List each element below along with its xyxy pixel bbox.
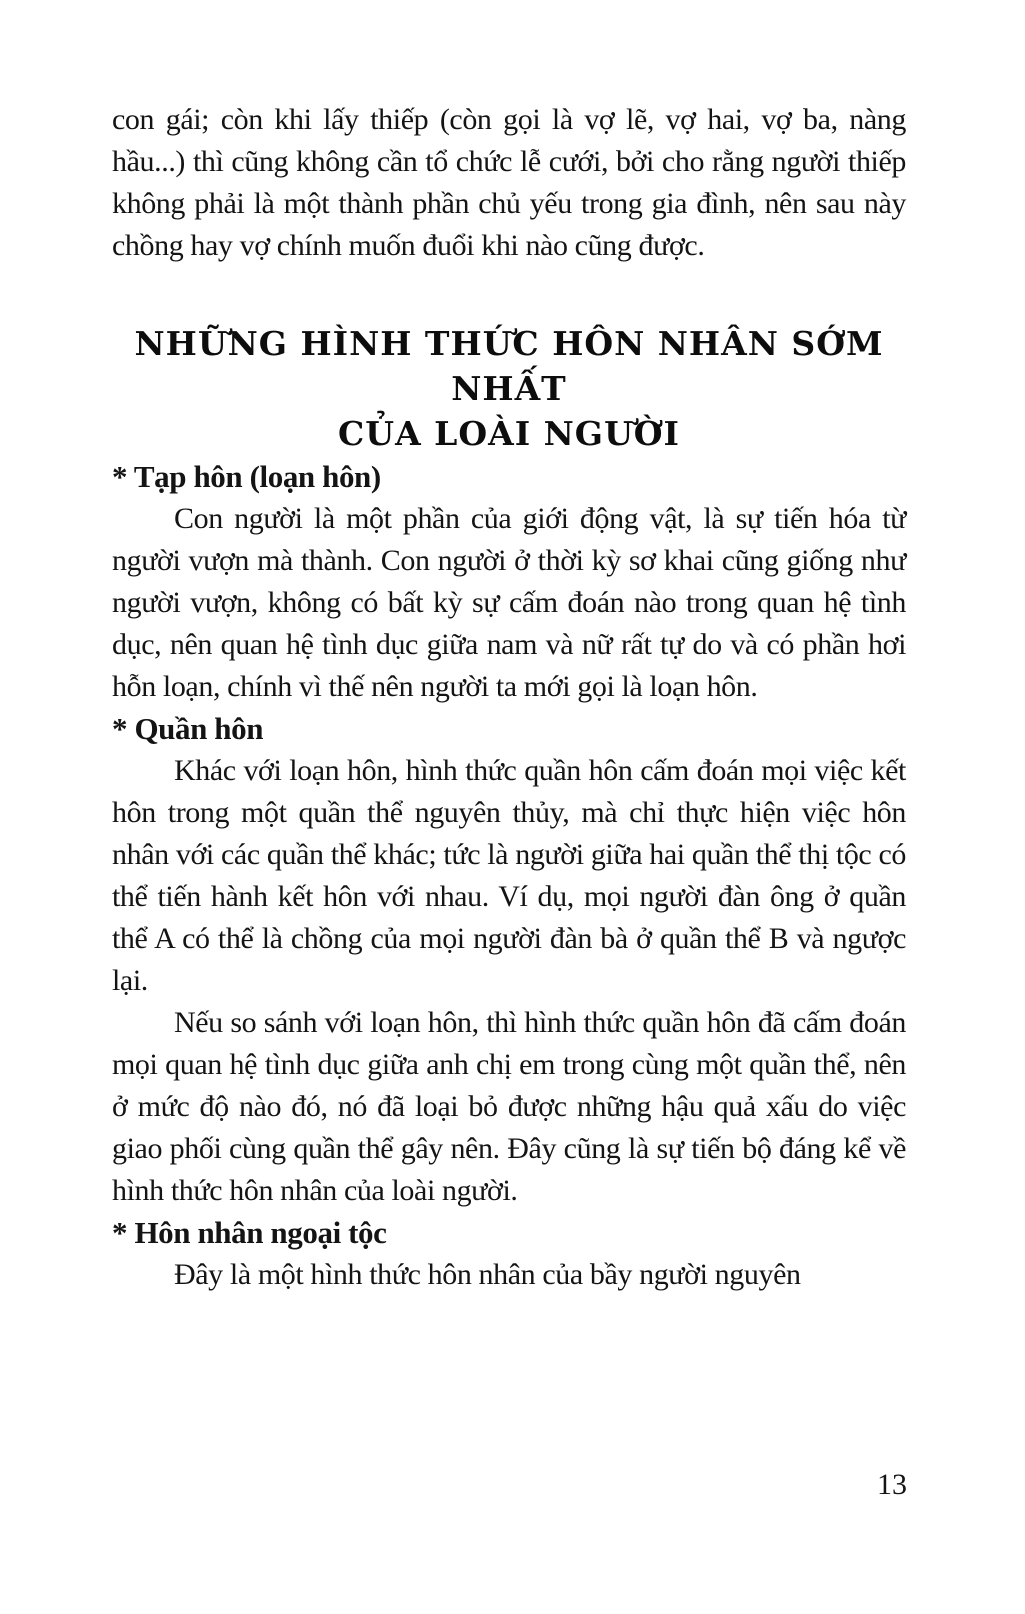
section-paragraph: Con người là một phần của giới động vật, là sự tiến hóa từ người vượn mà thành. Con người ở thời kỳ sơ khai cũng giống như người vượn, không có bất kỳ sự cấm đoán nào trong quan hệ tình dục, nên quan hệ tình dục giữa nam và nữ rất tự do và có phần hơi hỗn loạn, chính vì thế nên người ta mới gọi là loạn hôn.: [112, 502, 906, 703]
section-hon-nhan-ngoai-toc: [112, 1212, 906, 1296]
text-block: [112, 99, 906, 1296]
chapter-heading-line-2: CỦA LOÀI NGƯỜI: [338, 414, 680, 453]
section-tap-hon: [112, 456, 906, 708]
chapter-heading-line-1: NHỮNG HÌNH THỨC HÔN NHÂN SỚM NHẤT: [134, 324, 884, 408]
section-title: * Tạp hôn (loạn hôn): [112, 459, 381, 494]
section-paragraph: Nếu so sánh với loạn hôn, thì hình thức quần hôn đã cấm đoán mọi quan hệ tình dục giữa anh chị em trong cùng một quần thể, nên ở mức độ nào đó, nó đã loại bỏ được những hậu quả xấu do việc giao phối cùng quần thể gây nên. Đây cũng là sự tiến bộ đáng kể về hình thức hôn nhân của loài người.: [112, 1006, 906, 1207]
chapter-heading: [112, 321, 906, 456]
intro-paragraph: con gái; còn khi lấy thiếp (còn gọi là vợ lẽ, vợ hai, vợ ba, nàng hầu...) thì cũng không cần tổ chức lễ cưới, bởi cho rằng người thiếp không phải là một thành phần chủ yếu trong gia đình, nên sau này chồng hay vợ chính muốn đuổi khi nào cũng được.: [112, 103, 906, 262]
section-title: * Quần hôn: [112, 711, 264, 746]
section-quan-hon: [112, 708, 906, 1212]
page-number: 13: [877, 1468, 907, 1501]
section-paragraph: Khác với loạn hôn, hình thức quần hôn cấm đoán mọi việc kết hôn trong một quần thể nguyên thủy, mà chỉ thực hiện việc hôn nhân với các quần thể khác; tức là người giữa hai quần thể thị tộc có thể tiến hành kết hôn với nhau. Ví dụ, mọi người đàn ông ở quần thể A có thể là chồng của mọi người đàn bà ở quần thể B và ngược lại.: [112, 754, 906, 997]
section-title: * Hôn nhân ngoại tộc: [112, 1215, 387, 1250]
section-paragraph: Đây là một hình thức hôn nhân của bầy người nguyên: [174, 1258, 801, 1291]
